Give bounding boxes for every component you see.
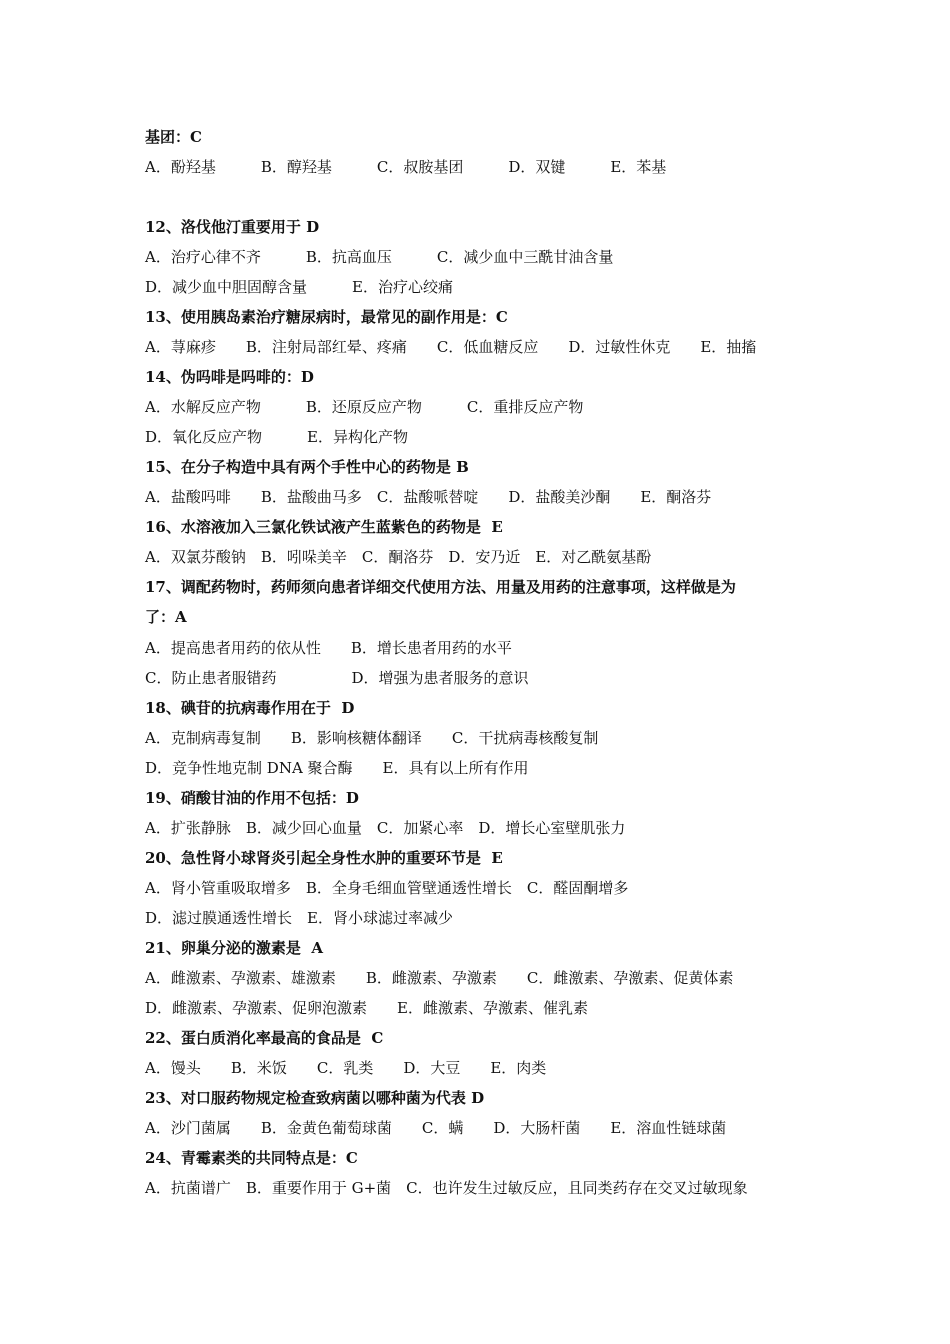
question-text: 了：A bbox=[145, 608, 187, 626]
option-line: A．盐酸吗啡 B．盐酸曲马多 C．盐酸哌替啶 D．盐酸美沙酮 E．酮洛芬 bbox=[145, 488, 712, 506]
option-line: A．酚羟基 B．醇羟基 C．叔胺基团 D．双键 E．苯基 bbox=[145, 158, 667, 176]
option-line: A．抗菌谱广 B．重要作用于 G+菌 C．也许发生过敏反应，且同类药存在交叉过敏现象 bbox=[145, 1179, 748, 1197]
question-text: 13、使用胰岛素治疗糖尿病时，最常见的副作用是：C bbox=[145, 308, 508, 326]
option-line: C．防止患者服错药 D．增强为患者服务的意识 bbox=[145, 669, 529, 687]
question-text: 17、调配药物时，药师须向患者详细交代使用方法、用量及用药的注意事项，这样做是为 bbox=[145, 578, 736, 596]
option-line: A．扩张静脉 B．减少回心血量 C．加紧心率 D．增长心室壁肌张力 bbox=[145, 819, 626, 837]
question-text: 12、洛伐他汀重要用于 D bbox=[145, 218, 320, 236]
question-text: 15、在分子构造中具有两个手性中心的药物是 B bbox=[145, 458, 469, 476]
question-text: 基团：C bbox=[145, 128, 202, 146]
question-text: 18、碘苷的抗病毒作用在于 D bbox=[145, 699, 355, 717]
option-line: A．治疗心律不齐 B．抗高血压 C．减少血中三酰甘油含量 bbox=[145, 248, 614, 266]
option-line: A．馒头 B．米饭 C．乳类 D．大豆 E．肉类 bbox=[145, 1059, 547, 1077]
option-line: A．克制病毒复制 B．影响核糖体翻译 C．干扰病毒核酸复制 bbox=[145, 729, 599, 747]
question-text: 21、卵巢分泌的激素是 A bbox=[145, 939, 323, 957]
option-line: D．减少血中胆固醇含量 E．治疗心绞痛 bbox=[145, 278, 453, 296]
option-line: D．氧化反应产物 E．异构化产物 bbox=[145, 428, 408, 446]
option-line: D．滤过膜通透性增长 E．肾小球滤过率减少 bbox=[145, 909, 453, 927]
option-line: A．双氯芬酸钠 B．吲哚美辛 C．酮洛芬 D．安乃近 E．对乙酰氨基酚 bbox=[145, 548, 652, 566]
option-line: A．沙门菌属 B．金黄色葡萄球菌 C．螨 D．大肠杆菌 E．溶血性链球菌 bbox=[145, 1119, 727, 1137]
question-text: 14、伪吗啡是吗啡的：D bbox=[145, 368, 314, 386]
question-text: 19、硝酸甘油的作用不包括：D bbox=[145, 789, 359, 807]
question-text: 16、水溶液加入三氯化铁试液产生蓝紫色的药物是 E bbox=[145, 518, 503, 536]
question-text: 22、蛋白质消化率最高的食品是 C bbox=[145, 1029, 384, 1047]
option-line: D．雌激素、孕激素、促卵泡激素 E．雌激素、孕激素、催乳素 bbox=[145, 999, 588, 1017]
question-text: 24、青霉素类的共同特点是：C bbox=[145, 1149, 358, 1167]
option-line: D．竞争性地克制 DNA 聚合酶 E．具有以上所有作用 bbox=[145, 759, 529, 777]
option-line: A．水解反应产物 B．还原反应产物 C．重排反应产物 bbox=[145, 398, 584, 416]
option-line: A．雌激素、孕激素、雄激素 B．雌激素、孕激素 C．雌激素、孕激素、促黄体素 bbox=[145, 969, 734, 987]
question-text: 20、急性肾小球肾炎引起全身性水肿的重要环节是 E bbox=[145, 849, 503, 867]
question-text: 23、对口服药物规定检查致病菌以哪种菌为代表 D bbox=[145, 1089, 485, 1107]
option-line: A．肾小管重吸取增多 B．全身毛细血管壁通透性增长 C．醛固酮增多 bbox=[145, 879, 629, 897]
option-line: A．提高患者用药的依从性 B．增长患者用药的水平 bbox=[145, 639, 512, 657]
option-line: A．荨麻疹 B．注射局部红晕、疼痛 C．低血糖反应 D．过敏性休克 E．抽搐 bbox=[145, 338, 757, 356]
